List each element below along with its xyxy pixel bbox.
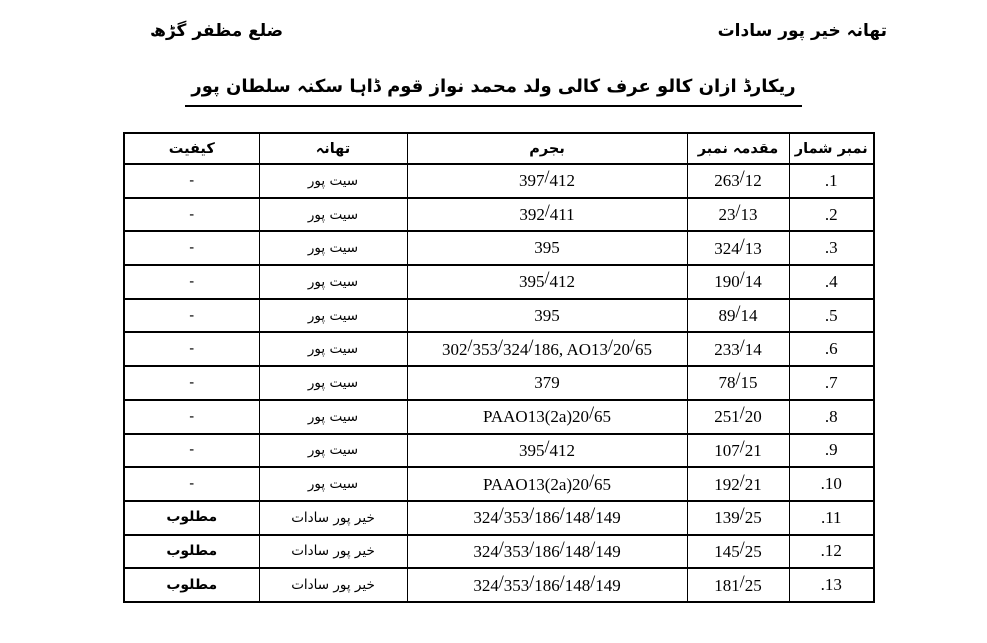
cell-case-number: 139/25 bbox=[687, 501, 789, 535]
table-row bbox=[124, 434, 874, 468]
cell-serial-number: 2. bbox=[789, 198, 874, 232]
table-row bbox=[124, 299, 874, 333]
header-case-number: مقدمہ نمبر bbox=[687, 133, 789, 164]
table-row bbox=[124, 231, 874, 265]
cell-case-number: 192/21 bbox=[687, 467, 789, 501]
table-row bbox=[124, 265, 874, 299]
table-row bbox=[124, 198, 874, 232]
title-container bbox=[0, 74, 987, 107]
cell-case-number: 233/14 bbox=[687, 332, 789, 366]
cell-police-station: سیت پور bbox=[259, 231, 407, 265]
police-station-label: تھانہ خیر پور سادات bbox=[717, 21, 887, 41]
header-status: کیفیت bbox=[124, 133, 259, 164]
cell-serial-number: 8. bbox=[789, 400, 874, 434]
cell-police-station: سیت پور bbox=[259, 332, 407, 366]
cell-offence: 392/411 bbox=[407, 198, 687, 232]
record-table-body bbox=[124, 164, 874, 602]
cell-offence: 324/353/186/148/149 bbox=[407, 535, 687, 569]
table-row bbox=[124, 568, 874, 602]
table-row bbox=[124, 400, 874, 434]
cell-offence: 324/353/186/148/149 bbox=[407, 568, 687, 602]
cell-status: - bbox=[124, 198, 259, 232]
cell-case-number: 78/15 bbox=[687, 366, 789, 400]
cell-offence: 324/353/186/148/149 bbox=[407, 501, 687, 535]
cell-status: - bbox=[124, 164, 259, 198]
cell-police-station: سیت پور bbox=[259, 198, 407, 232]
record-table-header bbox=[124, 133, 874, 164]
cell-status: - bbox=[124, 299, 259, 333]
page-top-header bbox=[0, 20, 987, 44]
cell-case-number: 190/14 bbox=[687, 265, 789, 299]
cell-serial-number: 6. bbox=[789, 332, 874, 366]
cell-offence: PAAO13(2a)20/65 bbox=[407, 467, 687, 501]
cell-status: مطلوب bbox=[124, 535, 259, 569]
cell-police-station: سیت پور bbox=[259, 164, 407, 198]
cell-case-number: 263/12 bbox=[687, 164, 789, 198]
cell-police-station: سیت پور bbox=[259, 434, 407, 468]
cell-police-station: سیت پور bbox=[259, 265, 407, 299]
cell-police-station: سیت پور bbox=[259, 467, 407, 501]
cell-serial-number: 4. bbox=[789, 265, 874, 299]
cell-status: - bbox=[124, 231, 259, 265]
district-label: ضلع مظفر گڑھ bbox=[150, 21, 284, 41]
cell-status: - bbox=[124, 366, 259, 400]
cell-status: مطلوب bbox=[124, 501, 259, 535]
table-row bbox=[124, 535, 874, 569]
cell-police-station: سیت پور bbox=[259, 299, 407, 333]
cell-offence: 395/412 bbox=[407, 265, 687, 299]
cell-offence: 395 bbox=[407, 231, 687, 265]
cell-status: - bbox=[124, 332, 259, 366]
cell-status: - bbox=[124, 400, 259, 434]
cell-status: - bbox=[124, 467, 259, 501]
cell-case-number: 89/14 bbox=[687, 299, 789, 333]
cell-serial-number: 1. bbox=[789, 164, 874, 198]
header-offence: بجرم bbox=[407, 133, 687, 164]
header-police-station: تھانہ bbox=[259, 133, 407, 164]
cell-status: - bbox=[124, 434, 259, 468]
cell-serial-number: 13. bbox=[789, 568, 874, 602]
table-row bbox=[124, 164, 874, 198]
cell-offence: 302/353/324/186, AO13/20/65 bbox=[407, 332, 687, 366]
cell-serial-number: 12. bbox=[789, 535, 874, 569]
cell-offence: 397/412 bbox=[407, 164, 687, 198]
cell-case-number: 324/13 bbox=[687, 231, 789, 265]
cell-offence: 395/412 bbox=[407, 434, 687, 468]
cell-police-station: سیت پور bbox=[259, 366, 407, 400]
cell-case-number: 23/13 bbox=[687, 198, 789, 232]
table-row bbox=[124, 366, 874, 400]
cell-status: مطلوب bbox=[124, 568, 259, 602]
cell-case-number: 107/21 bbox=[687, 434, 789, 468]
cell-case-number: 145/25 bbox=[687, 535, 789, 569]
cell-police-station: سیت پور bbox=[259, 400, 407, 434]
table-row bbox=[124, 332, 874, 366]
cell-status: - bbox=[124, 265, 259, 299]
table-row bbox=[124, 467, 874, 501]
cell-offence: 379 bbox=[407, 366, 687, 400]
cell-serial-number: 11. bbox=[789, 501, 874, 535]
cell-offence: PAAO13(2a)20/65 bbox=[407, 400, 687, 434]
table-row bbox=[124, 501, 874, 535]
cell-serial-number: 3. bbox=[789, 231, 874, 265]
cell-offence: 395 bbox=[407, 299, 687, 333]
cell-police-station: خیر پور سادات bbox=[259, 501, 407, 535]
record-table bbox=[123, 132, 875, 603]
document-title: ریکارڈ ازان کالو عرف کالی ولد محمد نواز قوم ڈاہا سکنہ سلطان پور bbox=[185, 74, 801, 107]
cell-serial-number: 7. bbox=[789, 366, 874, 400]
cell-case-number: 181/25 bbox=[687, 568, 789, 602]
cell-serial-number: 5. bbox=[789, 299, 874, 333]
header-serial-number: نمبر شمار bbox=[789, 133, 874, 164]
cell-police-station: خیر پور سادات bbox=[259, 535, 407, 569]
cell-police-station: خیر پور سادات bbox=[259, 568, 407, 602]
cell-case-number: 251/20 bbox=[687, 400, 789, 434]
cell-serial-number: 10. bbox=[789, 467, 874, 501]
header-row bbox=[124, 133, 874, 164]
cell-serial-number: 9. bbox=[789, 434, 874, 468]
